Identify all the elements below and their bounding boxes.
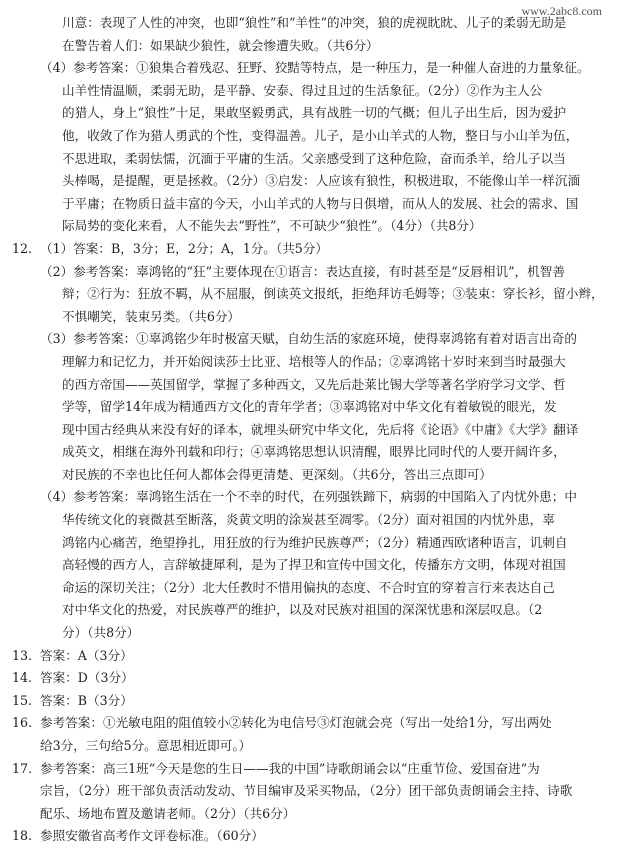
text-line (0, 622, 620, 645)
line-text: 给3分，三句给5分。意思相近即可。） (40, 738, 252, 753)
text-line (0, 283, 620, 306)
line-text: 的猎人，身上“狼性”十足，果敢坚毅勇武，具有战胜一切的气概；但儿子出生后，因为爱护 (62, 105, 567, 121)
line-text: （4）参考答案：①狼集合着残忍、狂野、狡黠等特点，是一种压力，是一种催人奋进的力量象征。 (40, 60, 590, 76)
line-text: 成英文，相继在海外刊载和印行；④辜鸿铭思想认识清醒，眼界比同时代的人要开阔许多， (62, 444, 566, 460)
text-line (0, 125, 620, 148)
question-number: 18. (12, 828, 33, 844)
line-text: 参考答案：①光敏电阻的阻值较小②转化为电信号③灯泡就会亮（写出一处给1分，写出两处 (40, 715, 552, 731)
line-text: 在警告着人们：如果缺少狼性，就会惨遭失败。（共6分） (62, 37, 379, 53)
text-line (0, 193, 620, 216)
line-text: （3）参考答案：①辜鸿铭少年时极富天赋，自幼生活的家庭环境，使得辜鸿铭有着对语言出奇的 (40, 331, 577, 347)
text-line (0, 712, 620, 735)
text-line (0, 170, 620, 193)
line-text: 高轻慢的西方人，言辞敏捷犀利，是为了捍卫和宣传中国文化，传播东方文明，体现对祖国 (62, 557, 566, 573)
text-line (0, 441, 620, 464)
text-line (0, 351, 620, 374)
text-line (0, 825, 620, 848)
question-number: 14. (12, 670, 33, 686)
line-text: 参考答案：高三1班“今天是您的生日——我的中国”诗歌朗诵会以“庄重节俭、爱国奋进”为 (40, 760, 540, 776)
line-text: 的西方帝国——英国留学，掌握了多种西文，又先后赴莱比锡大学等著名学府学习文学、哲 (62, 376, 566, 392)
line-text: 答案：D（3分） (40, 670, 134, 686)
text-line (0, 12, 620, 35)
line-text: 于平庸；在物质日益丰富的今天，小山羊式的人物与日俱增，而从人的发展、社会的需求、国 (62, 195, 579, 211)
line-text: 辩；②行为：狂放不羁，从不屈服，倒读英文报纸，拒绝拜访毛姆等；③装束：穿长衫，留小辫， (62, 286, 604, 302)
line-text: 川意：表现了人性的冲突，也即“狼性”和“羊性”的冲突，狼的虎视眈眈、儿子的柔弱无助是 (62, 15, 567, 30)
text-line (0, 102, 620, 125)
line-text: 际局势的变化来看，人不能失去“野性”，不可缺少“狼性”。（4分）（共8分） (62, 218, 482, 234)
line-text: 宗旨，（2分）班干部负责活动发动、节目编审及采买物品，（2分）团干部负责朗诵会主持、诗歌 (40, 783, 573, 799)
question-number: 17. (12, 760, 33, 776)
line-text: 华传统文化的衰微甚至断落，炎黄文明的涂炭甚至凋零。（2分）面对祖国的内忧外患，辜 (62, 512, 555, 528)
line-text: （4）参考答案：辜鸿铭生活在一个不幸的时代，在列强铁蹄下，病弱的中国陷入了内忧外患；中 (40, 489, 577, 505)
text-line (0, 35, 620, 58)
line-text: 理解力和记忆力，并开始阅读莎士比亚、培根等人的作品；②辜鸿铭十岁时来到当时最强大 (62, 353, 566, 369)
text-line (0, 690, 620, 713)
text-line (0, 803, 620, 826)
watermark-url: www.2abc8.com (521, 4, 602, 18)
line-text: 学等，留学14年成为精通西方文化的青年学者；③辜鸿铭对中华文化有着敏锐的眼光，发 (62, 399, 557, 415)
line-text: 头棒喝，是提醒，更是拯救。（2分）③启发：人应该有狼性，积极进取，不能像山羊一样沉湎 (62, 173, 581, 189)
line-text: （2）参考答案：辜鸿铭的“狂”主要体现在①语言：表达直接，有时甚至是“反唇相讥”，机智善 (40, 263, 565, 279)
text-line (0, 396, 620, 419)
text-line (0, 577, 620, 600)
question-number: 12. (12, 240, 33, 256)
text-line (0, 735, 620, 758)
text-line (0, 464, 620, 487)
text-line (0, 238, 620, 261)
text-line (0, 57, 620, 80)
text-line (0, 486, 620, 509)
question-number: 16. (12, 715, 33, 731)
text-line (0, 509, 620, 532)
text-line (0, 532, 620, 555)
text-line (0, 758, 620, 781)
line-text: 分）（共8分） (62, 625, 140, 641)
line-text: 鸿铭内心痛苦，绝望挣扎，用狂放的行为维护民族尊严；（2分）精通西欧诸种语言，讥刺自 (62, 534, 568, 550)
text-line (0, 215, 620, 238)
line-text: 不惧嘲笑，装束另类。（共6分） (62, 308, 241, 324)
line-text: 命运的深切关注；（2分）北大任教时不惜用偏执的态度、不合时宜的穿着言行来表达自己 (62, 579, 555, 595)
answer-key-page (0, 12, 620, 848)
line-text: 对中华文化的热爱，对民族尊严的维护，以及对民族对祖国的深深忧患和深层叹息。（2 (62, 602, 543, 618)
text-line (0, 306, 620, 329)
text-line (0, 599, 620, 622)
text-line (0, 148, 620, 171)
line-text: 不思进取，柔弱怯懦，沉湎于平庸的生活。父亲感受到了这种危险，奋而杀羊，给儿子以当 (62, 150, 566, 166)
line-text: 现中国古经典从来没有好的译本，就埋头研究中华文化，先后将《论语》《中庸》《大学》翻译 (62, 421, 579, 437)
text-line (0, 667, 620, 690)
line-text: 答案：A（3分） (40, 647, 133, 663)
line-text: 他，收敛了作为猎人勇武的个性，变得温善。儿子，是小山羊式的人物，整日与小山羊为伍， (62, 127, 579, 143)
line-text: 对民族的不幸也比任何人都体会得更清楚、更深刻。（共6分，答出三点即可） (62, 466, 492, 482)
question-number: 13. (12, 647, 33, 663)
text-line (0, 261, 620, 284)
text-line (0, 374, 620, 397)
line-text: 参照安徽省高考作文评卷标准。（60分） (40, 828, 264, 844)
text-line (0, 419, 620, 442)
text-line (0, 80, 620, 103)
line-text: （1）答案：B，3分；E，2分；A，1分。（共5分） (40, 240, 328, 256)
text-line (0, 780, 620, 803)
line-text: 答案：B（3分） (40, 692, 133, 708)
question-number: 15. (12, 692, 33, 708)
line-text: 配乐、场地布置及邀请老师。（2分）（共6分） (40, 805, 296, 821)
text-line (0, 554, 620, 577)
line-text: 山羊性情温顺，柔弱无助，是平静、安泰、得过且过的生活象征。（2分）②作为主人公 (62, 82, 543, 98)
text-line (0, 328, 620, 351)
text-line (0, 645, 620, 668)
